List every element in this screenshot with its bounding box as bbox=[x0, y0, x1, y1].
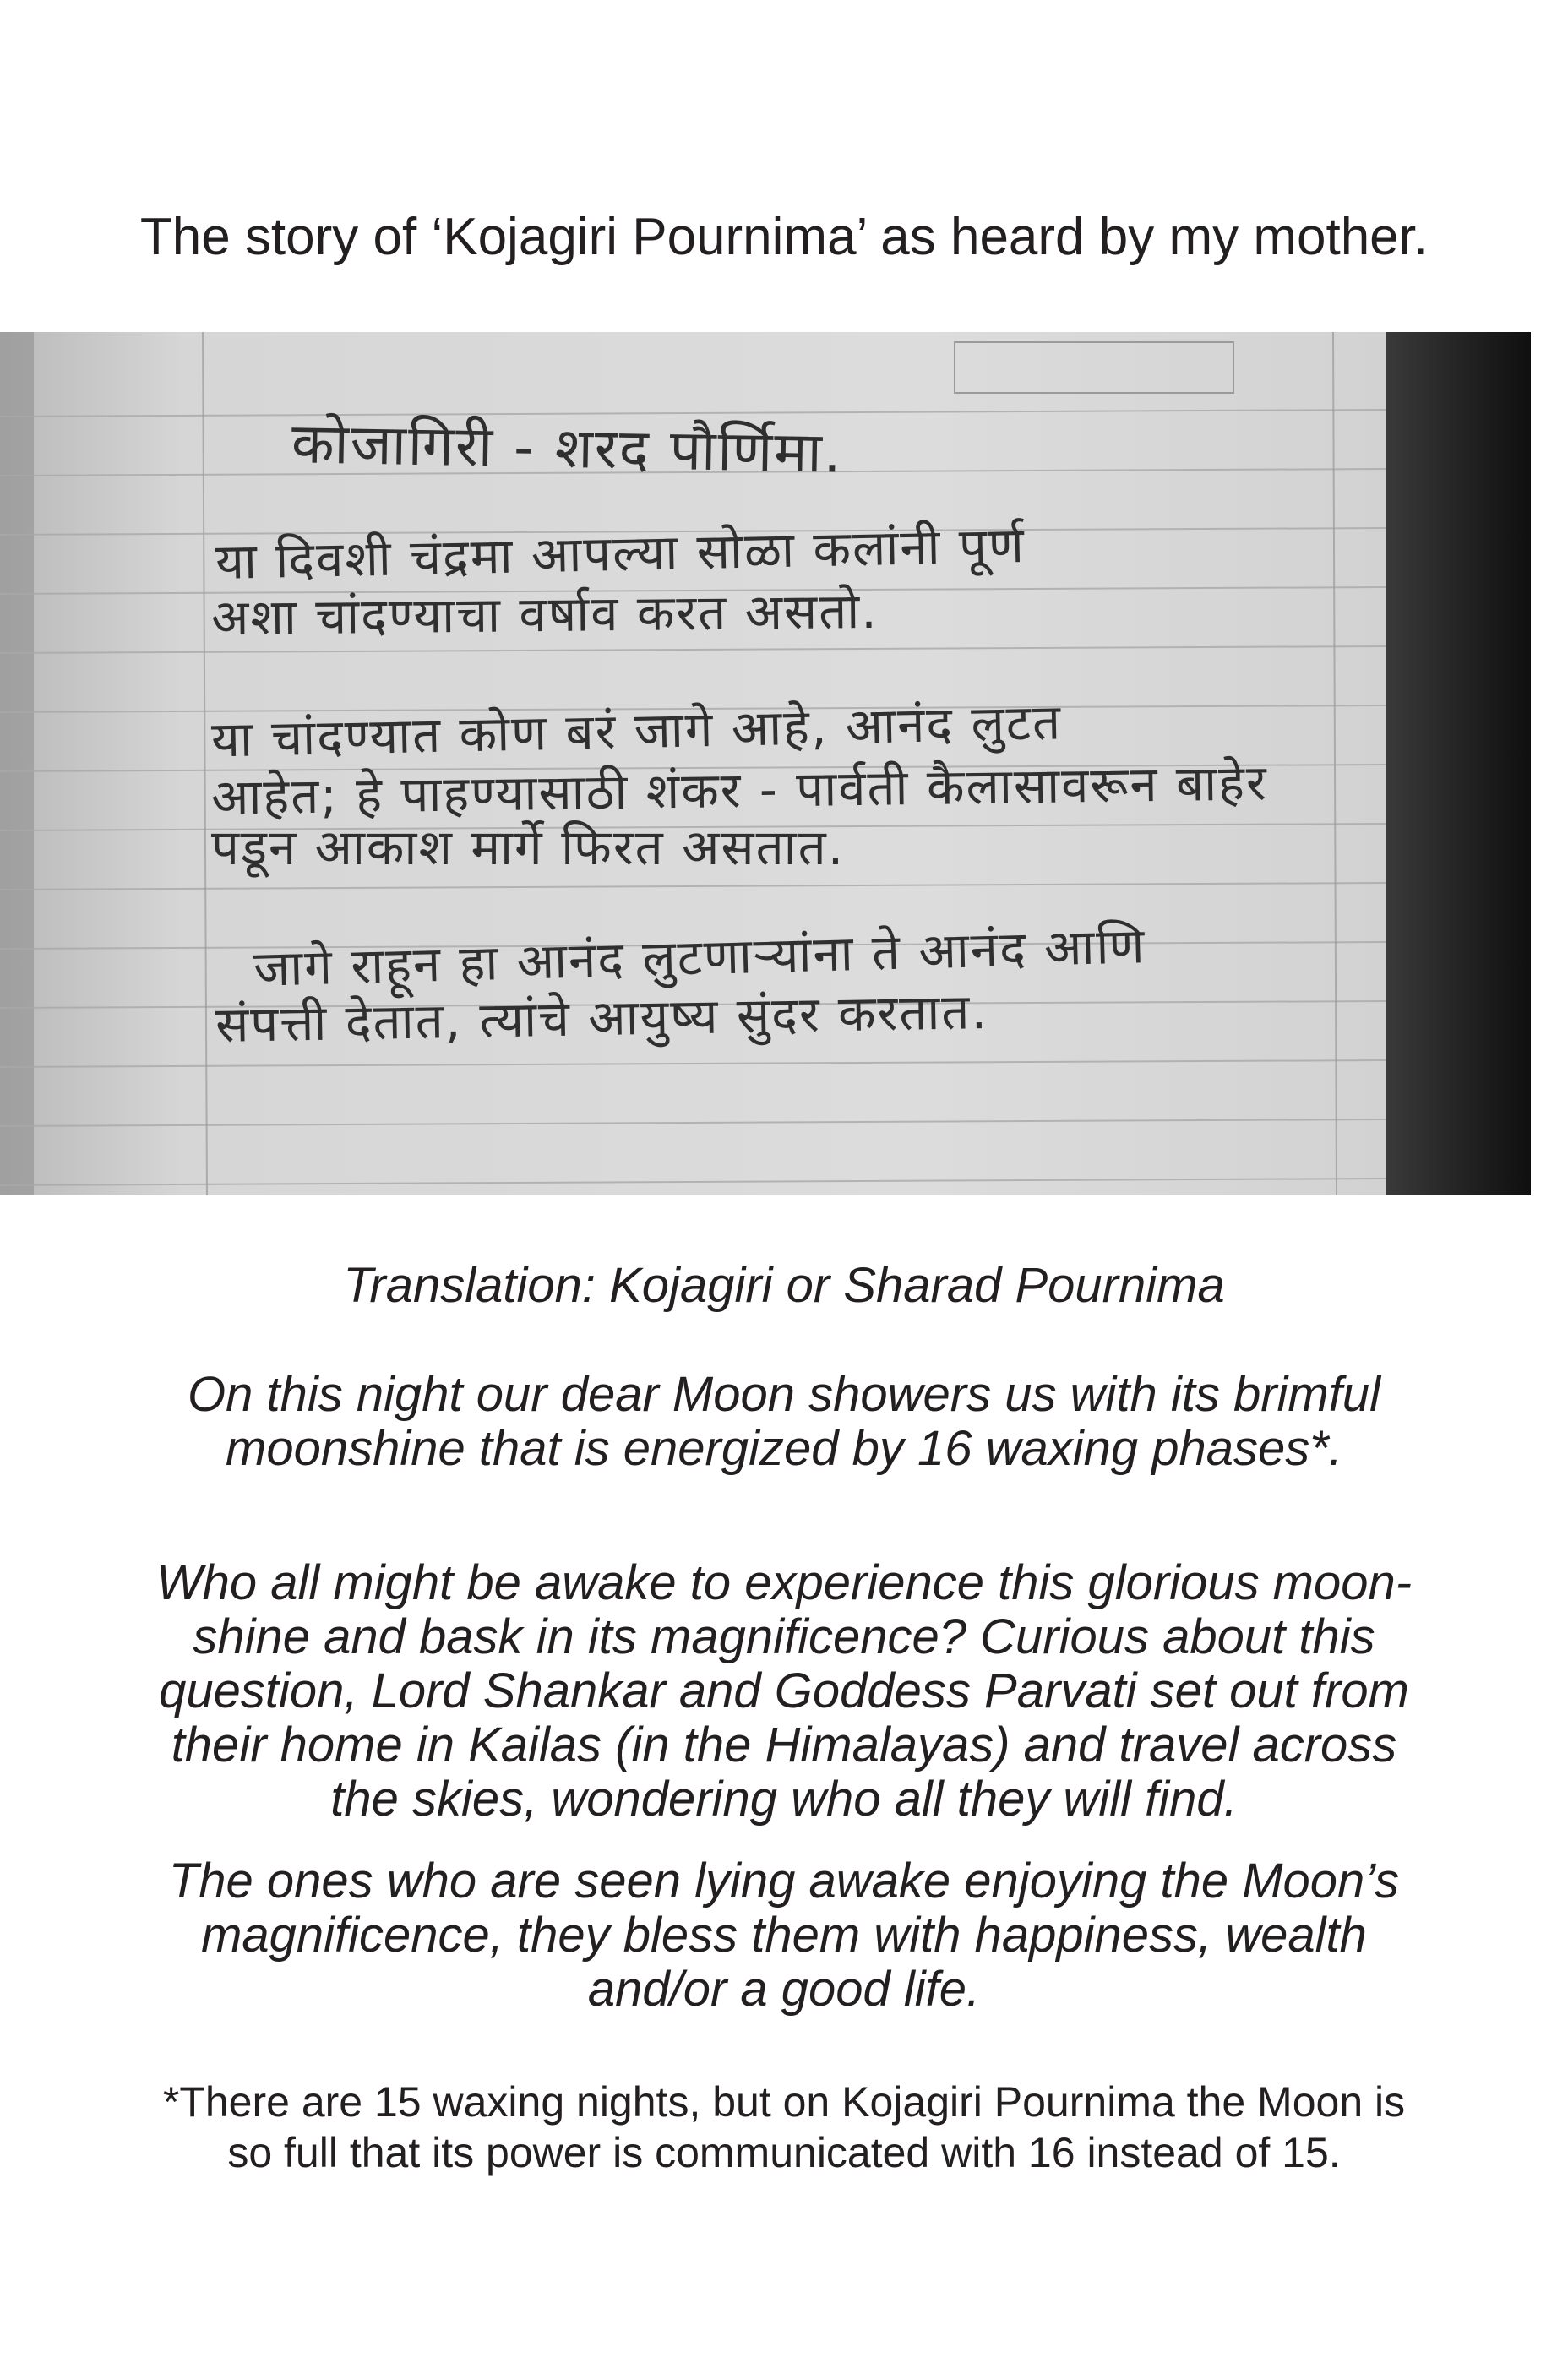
translation-paragraph-2 bbox=[51, 1556, 1517, 1827]
handwritten-note bbox=[0, 332, 1386, 1195]
text-line: shine and bask in its magnificence? Curious about this bbox=[193, 1609, 1375, 1664]
text-line: The ones who are seen lying awake enjoying the Moon’s bbox=[168, 1854, 1400, 1908]
text-line: moonshine that is energized by 16 waxing phases*. bbox=[226, 1421, 1342, 1476]
handwritten-line: संपत्ती देतात, त्यांचे आयुष्य सुंदर करतात. bbox=[215, 983, 989, 1054]
handwritten-line: या चांदण्यात कोण बरं जागे आहे, आनंद लुटत bbox=[210, 693, 1063, 769]
translation-paragraph-3 bbox=[51, 1854, 1517, 2017]
handwritten-title: कोजागिरी - शरद पौर्णिमा. bbox=[291, 411, 844, 486]
translation-title: Translation: Kojagiri or Sharad Pournima bbox=[343, 1258, 1225, 1313]
handwritten-line: या दिवशी चंद्रमा आपल्या सोळा कलांनी पूर्ण bbox=[215, 515, 1026, 591]
text-line: Who all might be awake to experience this glorious moon- bbox=[155, 1555, 1413, 1610]
notebook-photo bbox=[0, 332, 1531, 1195]
footnote bbox=[51, 2077, 1517, 2178]
text-line: their home in Kailas (in the Himalayas) and travel across bbox=[171, 1718, 1397, 1772]
handwritten-line: जागे राहून हा आनंद लुटणाऱ्यांना ते आनंद आणि bbox=[253, 917, 1147, 998]
text-line: On this night our dear Moon showers us with its brimful bbox=[188, 1367, 1380, 1422]
text-line: and/or a good life. bbox=[587, 1962, 981, 2017]
text-line: *There are 15 waxing nights, but on Kojagiri Pournima the Moon is bbox=[162, 2078, 1406, 2126]
handwritten-line: आहेत; हे पाहण्यासाठी शंकर - पार्वती कैलासावरून बाहेर bbox=[210, 754, 1269, 826]
translation-paragraph-1 bbox=[51, 1368, 1517, 1476]
page-title: The story of ‘Kojagiri Pournima’ as heard by my mother. bbox=[139, 208, 1429, 266]
text-line: the skies, wondering who all they will find. bbox=[330, 1772, 1238, 1827]
handwritten-line: पडून आकाश मार्गे फिरत असतात. bbox=[211, 819, 846, 876]
text-line: so full that its power is communicated with 16 instead of 15. bbox=[227, 2129, 1341, 2176]
text-line: magnificence, they bless them with happiness, wealth bbox=[201, 1908, 1367, 1963]
handwritten-line: अशा चांदण्याचा वर्षाव करत असतो. bbox=[210, 581, 879, 647]
text-line: question, Lord Shankar and Goddess Parvati set out from bbox=[159, 1663, 1409, 1718]
